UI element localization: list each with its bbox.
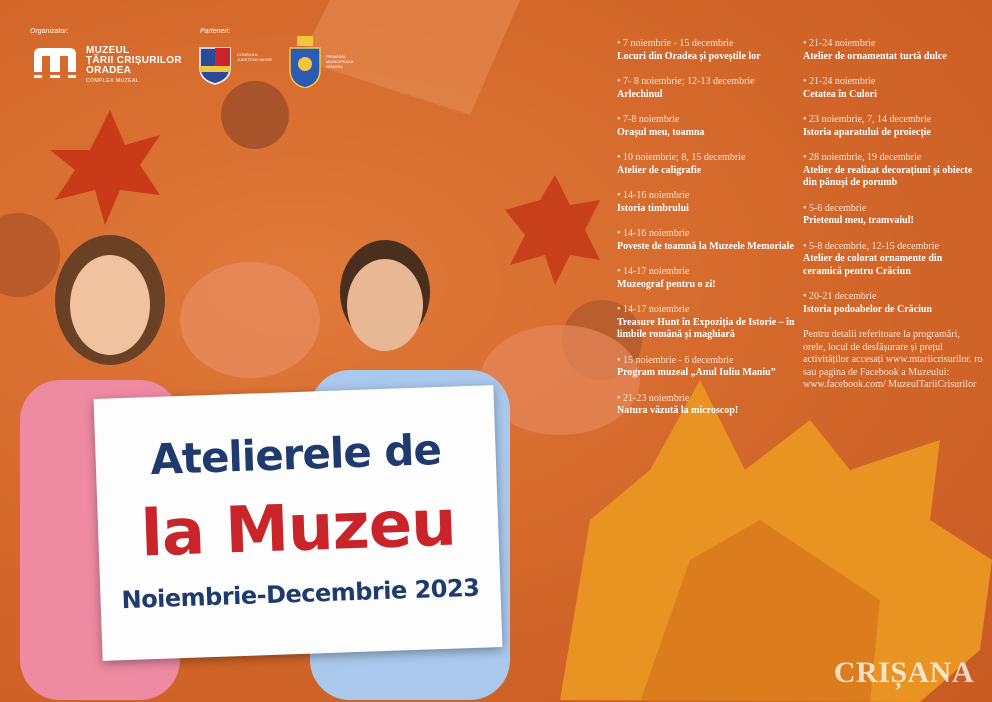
maple-leaf-small-1 (50, 110, 160, 225)
details-note: Pentru detalii referitoare la programări, orele, locul de desfășurare și prețul activităților accesați www.mtariicrisurilor. ro sau pagina de Facebook a Muzeului: www.facebook.com/ MuzeulTariiCrisurilor (803, 329, 983, 390)
sign-title-line2: la Muzeu (139, 486, 457, 572)
list-item (803, 291, 983, 316)
item-date: • 21-23 noiembrie (617, 392, 690, 404)
sign-subtitle: Noiembrie-Decembrie 2023 (121, 573, 480, 615)
list-item (803, 203, 983, 228)
item-date: • 14-17 noiembrie (617, 304, 690, 315)
yarn-ball-left (0, 213, 60, 297)
item-title: Natura văzută la microscop! (617, 405, 739, 416)
museum-name-line2: ȚĂRII CRIȘURILOR (86, 55, 182, 66)
item-title: Istoria aparatului de proiecție (803, 126, 931, 138)
organizer-label: Organizator: (30, 28, 69, 35)
item-title: Prietenul meu, tramvaiul! (803, 215, 914, 226)
maple-leaf-small-2 (505, 175, 600, 285)
item-date: • 5-6 decembrie (803, 202, 867, 214)
item-title: Istoria timbrului (617, 202, 689, 214)
list-item (803, 241, 983, 279)
item-date: • 21-24 noiembrie (803, 76, 876, 87)
item-date: • 7- 8 noiembrie; 12-13 decembrie (617, 76, 755, 87)
museum-name-line1: MUZEUL (86, 45, 130, 56)
item-date: • 14-16 noiembrie (617, 190, 690, 201)
partner2-name: PRIMĂRIA MUNICIPIULUI ORADEA (326, 54, 354, 69)
list-item (617, 38, 797, 63)
museum-name (86, 46, 182, 86)
item-title: Treasure Hunt în Expoziția de Istorie – în limbile română și maghiară (617, 316, 795, 340)
item-date: • 28 noiembrie, 19 decembrie (803, 152, 922, 163)
item-title: Poveste de toamnă la Muzeele Memoriale (617, 240, 794, 252)
museum-name-sub: COMPLEX MUZEAL (86, 78, 140, 84)
hand-left (180, 262, 320, 378)
city-crest-icon (288, 36, 322, 88)
item-date: • 20-21 decembrie (803, 291, 877, 302)
partners-label: Parteneri: (200, 28, 231, 35)
girl-face (70, 255, 150, 355)
item-date: • 14-16 noiembrie (617, 228, 690, 239)
schedule-column-2 (803, 38, 983, 392)
sign-board (94, 385, 503, 661)
item-title: Muzeograf pentru o zi! (617, 278, 716, 290)
list-item (617, 114, 797, 139)
item-date: • 14-17 noiembrie (617, 266, 690, 277)
header-logos (30, 28, 450, 98)
item-title: Cetatea în Culori (803, 88, 877, 100)
item-date: • 7-8 noiembrie (617, 114, 680, 125)
list-item (803, 114, 983, 139)
list-item (617, 228, 797, 253)
boy-face (347, 259, 423, 351)
list-item (617, 304, 797, 342)
list-item (617, 355, 797, 380)
museum-logo-icon (32, 46, 78, 80)
county-crest-icon (198, 44, 232, 86)
item-title: Istoria podoabelor de Crăciun (803, 303, 932, 315)
item-date: • 10 noiembrie; 8, 15 decembrie (617, 152, 746, 163)
crisana-watermark: CRIȘANA (833, 656, 974, 689)
list-item (803, 76, 983, 101)
item-title: Orașul meu, toamna (617, 126, 705, 138)
item-title: Atelier de realizat decorațiuni și obiecte din pănuși de porumb (803, 164, 973, 188)
item-date: • 23 noiembrie, 7, 14 decembrie (803, 114, 932, 125)
museum-name-line3: ORADEA (86, 65, 132, 76)
partner1-name: CONSILIUL JUDEȚEAN BIHOR (237, 52, 272, 62)
list-item (617, 266, 797, 291)
item-title: Arlechinul (617, 88, 663, 100)
item-date: • 5-8 decembrie, 12-15 decembrie (803, 240, 939, 252)
list-item (617, 76, 797, 101)
list-item (617, 393, 797, 418)
schedule-column-1 (617, 38, 797, 431)
list-item (617, 152, 797, 177)
item-title: Locuri din Oradea și poveștile lor (617, 50, 761, 62)
item-title: Atelier de colorat ornamente din ceramică pentru Crăciun (803, 253, 943, 277)
item-title: Atelier de ornamentat turtă dulce (803, 50, 947, 62)
list-item (803, 38, 983, 63)
list-item (803, 152, 983, 190)
item-title: Atelier de caligrafie (617, 164, 702, 176)
item-date: • 15 noiembrie - 6 decembrie (617, 354, 734, 366)
sign-title-line1: Atelierele de (149, 424, 442, 485)
item-date: • 21-24 noiembrie (803, 38, 876, 49)
item-title: Program muzeal „Anul Iuliu Maniu” (617, 367, 776, 378)
list-item (617, 190, 797, 215)
item-date: • 7 noiembrie - 15 decembrie (617, 38, 734, 49)
